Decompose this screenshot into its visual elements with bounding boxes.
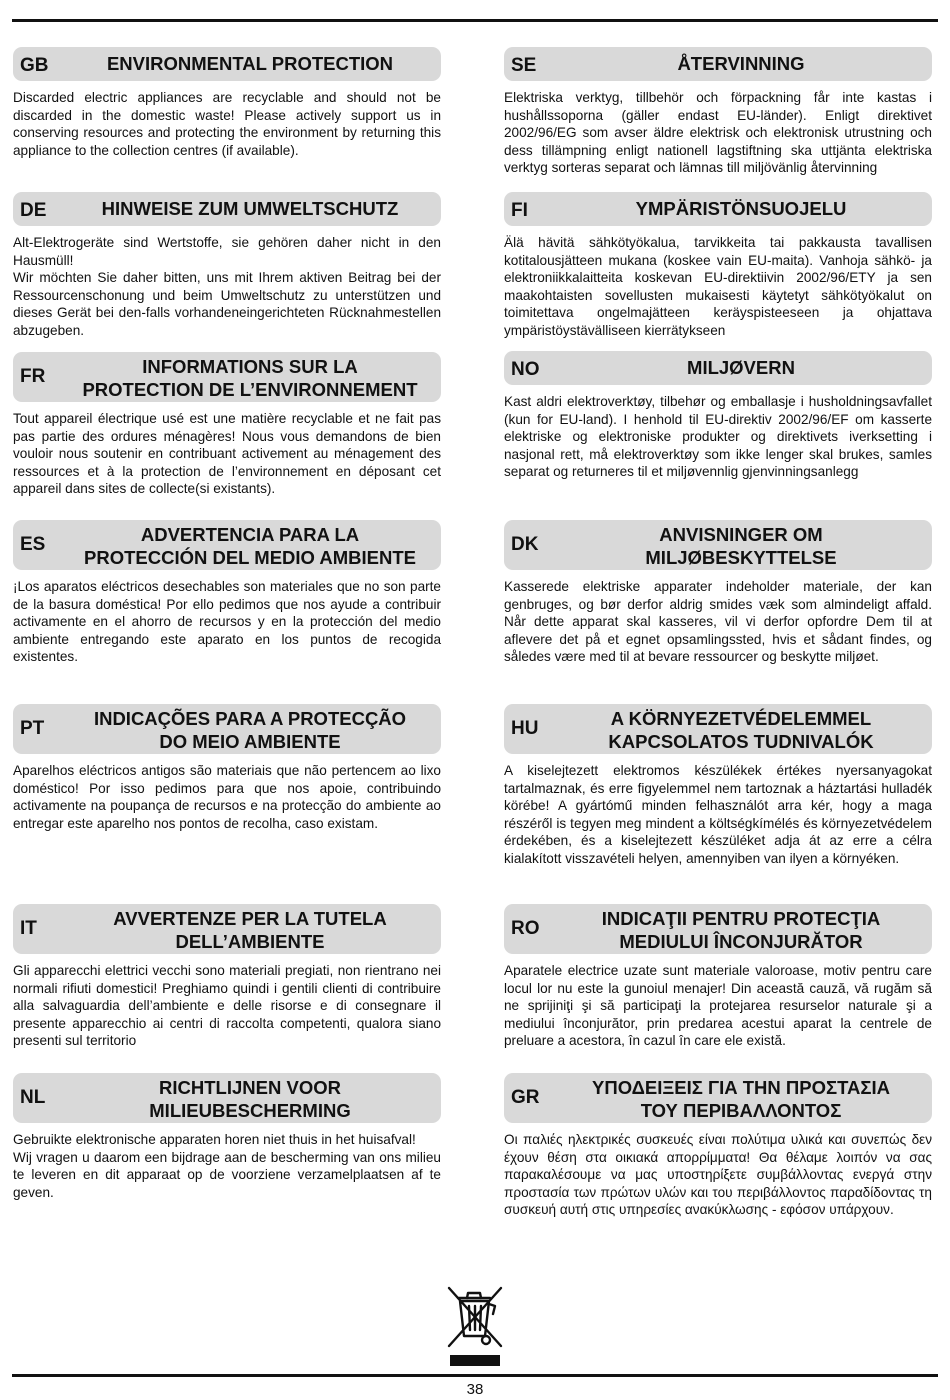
section-title-line2: KAPCSOLATOS TUDNIVALÓK (608, 731, 874, 752)
section-gb (13, 47, 441, 159)
language-code: RO (511, 918, 540, 939)
section-title-line2: MILJØBESKYTTELSE (645, 547, 837, 568)
language-code: DE (20, 200, 47, 221)
section-header (504, 1073, 932, 1123)
section-title-line1: ADVERTENCIA PARA LA (140, 524, 360, 545)
section-header (504, 704, 932, 754)
top-rule (12, 19, 938, 22)
section-title (556, 707, 926, 753)
section-body: ¡Los aparatos eléctricos desechables son materiales que no son parte de la basura doméstica! Por ello pedimos que nos ayude a contribuir activamente en el ahorro de recursos y en la protección del medio ambiente entregando este aparato en los puntos de recogida existentes. (13, 579, 441, 665)
section-header (13, 520, 441, 570)
language-code: GB (20, 55, 49, 76)
section-body: Οι παλιές ηλεκτρικές συσκευές είναι πολύτιμα υλικά και συνεπώς δεν έχουν θέση στα οικιακά απορρίμματα! Θα θέλαμε λοιπόν να σας παρακαλέσουμε να μας υποστηρίξετε συμβάλλοντας ενεργά στην προστασία των πρώτων υλών και του περιβάλλοντος παραδίδοντας τη συσκευή αυτή στις υπηρεσίες ανακύκλωσης - εφόσον υπάρχουν. (504, 1132, 932, 1218)
section-body: Tout appareil électrique usé est une matière recyclable et ne fait pas pas partie des ordures ménagères! Nous vous demandons de bien vouloir nous soutenir en contribuant activement au ménagement des ressources et à la protection de l’environnement en déposant cet appareil dans sites de collecte(si existants). (13, 411, 441, 497)
section-body: Kast aldri elektroverktøy, tilbehør og emballasje i husholdningsavfallet (kun for EU-land). I henhold til EU-direktiv 2002/96/EF om kasserte elektriske og elektroniske produkter og direktivets iverksetting i nasjonal rett, må elektroverktøy som ikke lenger skal brukes, samles separat og returneres til et miljøvennlig gjenvinningsanlegg (504, 394, 932, 480)
section-header (504, 351, 932, 385)
section-title (556, 523, 926, 569)
section-header (504, 192, 932, 226)
language-code: ES (20, 534, 46, 555)
language-code: HU (511, 718, 539, 739)
section-title (556, 197, 926, 220)
section-header (13, 352, 441, 402)
section-title (556, 356, 926, 379)
section-title-line2: MILIEUBESCHERMING (149, 1100, 351, 1121)
section-title (65, 1076, 435, 1122)
section-body: Gli apparecchi elettrici vecchi sono materiali pregiati, non rientrano nei normali rifiuti domestici! Preghiamo quindi i gentili clienti di contribuire alla salvaguardia dell’ambiente e delle risorse e di consegnare il presente apparecchio ai centri di raccolta competenti, qualora siano presenti sul territorio (13, 963, 441, 1049)
language-code: PT (20, 718, 45, 739)
section-title-line1: ANVISNINGER OM (659, 524, 823, 545)
section-no (504, 351, 932, 481)
section-body: Aparatele electrice uzate sunt materiale valoroase, motiv pentru care locul lor nu este la gunoiul menajer! Din această cauză, vă rugăm să ne sprijiniţi şi să participaţi la protejarea resurselor naturale şi a mediului înconjurător, prin predarea acestui aparat la centrele de preluare a acestora, în cazul în care ele există. (504, 963, 932, 1049)
section-es (13, 520, 441, 666)
section-fr (13, 352, 441, 498)
language-code: SE (511, 55, 537, 76)
section-title-line2: ΤΟΥ ΠΕΡΙΒΑΛΛΟΝΤΟΣ (640, 1100, 842, 1121)
section-it (13, 904, 441, 1050)
section-body: Kasserede elektriske apparater indeholder materiale, der kan genbruges, og bør derfor aldrig smides væk som almindeligt affald. Når dette apparat skal kasseres, vil vi derfor opfordre Dem til at aflevere det på et egnet opsamlingssted, hvis et sådant findes, og således være med til at bevare ressourcer og beskytte miljøet. (504, 579, 932, 665)
section-body: Elektriska verktyg, tillbehör och förpackning får inte kastas i hushållssoporna (gäller endast EU-länder). Enligt direktivet 2002/96/EG som avser äldre elektrisk och elektronisk utrustning och dess tillämpning enligt nationell lagstiftning ska uttjänta elektriska verktyg sorteras separat och lämnas till miljövänlig återvinning (504, 90, 932, 176)
section-title-line1: INDICAÇÕES PARA A PROTECÇÃO (93, 708, 407, 729)
crossed-out-wheelie-bin-icon (445, 1284, 505, 1368)
section-title-line1: A KÖRNYEZETVÉDELEMMEL (610, 708, 872, 729)
section-body: Gebruikte elektronische apparaten horen niet thuis in het huisafval! Wij vragen u daarom een bijdrage aan de bescherming van ons milieu te leveren en dit apparaat op de voorziene verzamelplaatsen af te geven. (13, 1132, 441, 1200)
section-body: Alt-Elektrogeräte sind Wertstoffe, sie gehören daher nicht in den Hausmüll! Wir möchten Sie daher bitten, uns mit Ihrem aktiven Beitrag bei der Ressourcenschonung und beim Umweltschutz zu unterstützen und dieses Gerät bei den-falls vorhandeneingerichteten Rücknahmestellen abzugeben. (13, 235, 441, 338)
section-title-line1: ΥΠΟΔΕΙΞΕΙΣ ΓΙΑ ΤΗΝ ΠΡΟΣΤΑΣΙΑ (592, 1077, 890, 1098)
language-code: NO (511, 359, 540, 380)
section-title-line1: INFORMATIONS SUR LA (142, 356, 358, 377)
section-pt (13, 704, 441, 832)
section-header (504, 47, 932, 81)
section-header (13, 1073, 441, 1123)
language-code: FR (20, 366, 46, 387)
section-title-line1: HINWEISE ZUM UMWELTSCHUTZ (101, 198, 399, 219)
section-title (65, 707, 435, 753)
section-header (13, 192, 441, 226)
section-ro (504, 904, 932, 1050)
section-fi (504, 192, 932, 340)
section-body: Aparelhos eléctricos antigos são materiais que não pertencem ao lixo doméstico! Por isso pedimos para que nos apoie, contribuindo activamente na poupança de recursos e na protecção do ambiente ao entregar este aparelho nos pontos de recolha, caso existam. (13, 763, 441, 831)
section-nl (13, 1073, 441, 1201)
section-se (504, 47, 932, 177)
section-header (13, 904, 441, 954)
section-title (556, 907, 926, 953)
section-title-line1: YMPÄRISTÖNSUOJELU (635, 198, 847, 219)
section-body: Discarded electric appliances are recyclable and should not be discarded in the domestic waste! Please actively support us in conserving resources and protecting the environment by returning this appliance to the collection centres (if available). (13, 90, 441, 158)
section-title-line1: AVVERTENZE PER LA TUTELA (113, 908, 387, 929)
section-title (556, 52, 926, 75)
section-title (65, 52, 435, 75)
bottom-rule (12, 1374, 938, 1377)
section-title (65, 523, 435, 569)
section-title (65, 907, 435, 953)
section-header (504, 520, 932, 570)
section-hu (504, 704, 932, 868)
section-title-line1: INDICAŢII PENTRU PROTECŢIA (601, 908, 881, 929)
section-title-line2: PROTECCIÓN DEL MEDIO AMBIENTE (84, 547, 416, 568)
section-title (65, 355, 435, 401)
section-header (13, 47, 441, 81)
section-title (556, 1076, 926, 1122)
section-header (13, 704, 441, 754)
section-title-line1: ÅTERVINNING (677, 53, 805, 74)
section-title-line1: ENVIRONMENTAL PROTECTION (106, 53, 394, 74)
section-title (65, 197, 435, 220)
section-body: Älä hävitä sähkötyökalua, tarvikkeita tai pakkausta tavallisen kotitalousjätteen mukana (koskee vain EU-maita). Vanhoja sähkö- ja elektroniikkalaitteita koskevan EU-direktiivin 2002/96/ETY ja sen maakohtaisten sovellusten mukaisesti käytetyt sähkötyökalut on toimitettava ongelmajätteen keräyspisteeseen ja ohjattava ympäristöystävälliseen kierrätykseen (504, 235, 932, 338)
section-title-line2: PROTECTION DE L’ENVIRONNEMENT (82, 379, 418, 400)
section-dk (504, 520, 932, 666)
language-code: GR (511, 1087, 540, 1108)
section-title-line2: DELL’AMBIENTE (175, 931, 325, 952)
section-body: A kiselejtezett elektromos készülékek értékes nyersanyagokat tartalmaznak, és erre figyelemmel nem tartoznak a háztartási hulladék körébe! A gyártómű minden felhasználót arra kér, hogy a maga részéről is tegyen meg mindent a költségkímélés és környezetvédelem érdekében, és a kiselejtezett készüléket adja át az erre a célra kialakított visszavételi helyen, amennyiben van ilyen a környéken. (504, 763, 932, 866)
section-title-line2: DO MEIO AMBIENTE (159, 731, 341, 752)
section-title-line1: MILJØVERN (687, 357, 795, 378)
section-header (504, 904, 932, 954)
section-title-line2: MEDIULUI ÎNCONJURĂTOR (619, 931, 863, 952)
section-de (13, 192, 441, 340)
language-code: DK (511, 534, 539, 555)
section-title-line1: RICHTLIJNEN VOOR (159, 1077, 341, 1098)
language-code: IT (20, 918, 37, 939)
language-code: NL (20, 1087, 46, 1108)
page-number: 38 (466, 1381, 484, 1398)
section-gr (504, 1073, 932, 1219)
language-code: FI (511, 200, 528, 221)
